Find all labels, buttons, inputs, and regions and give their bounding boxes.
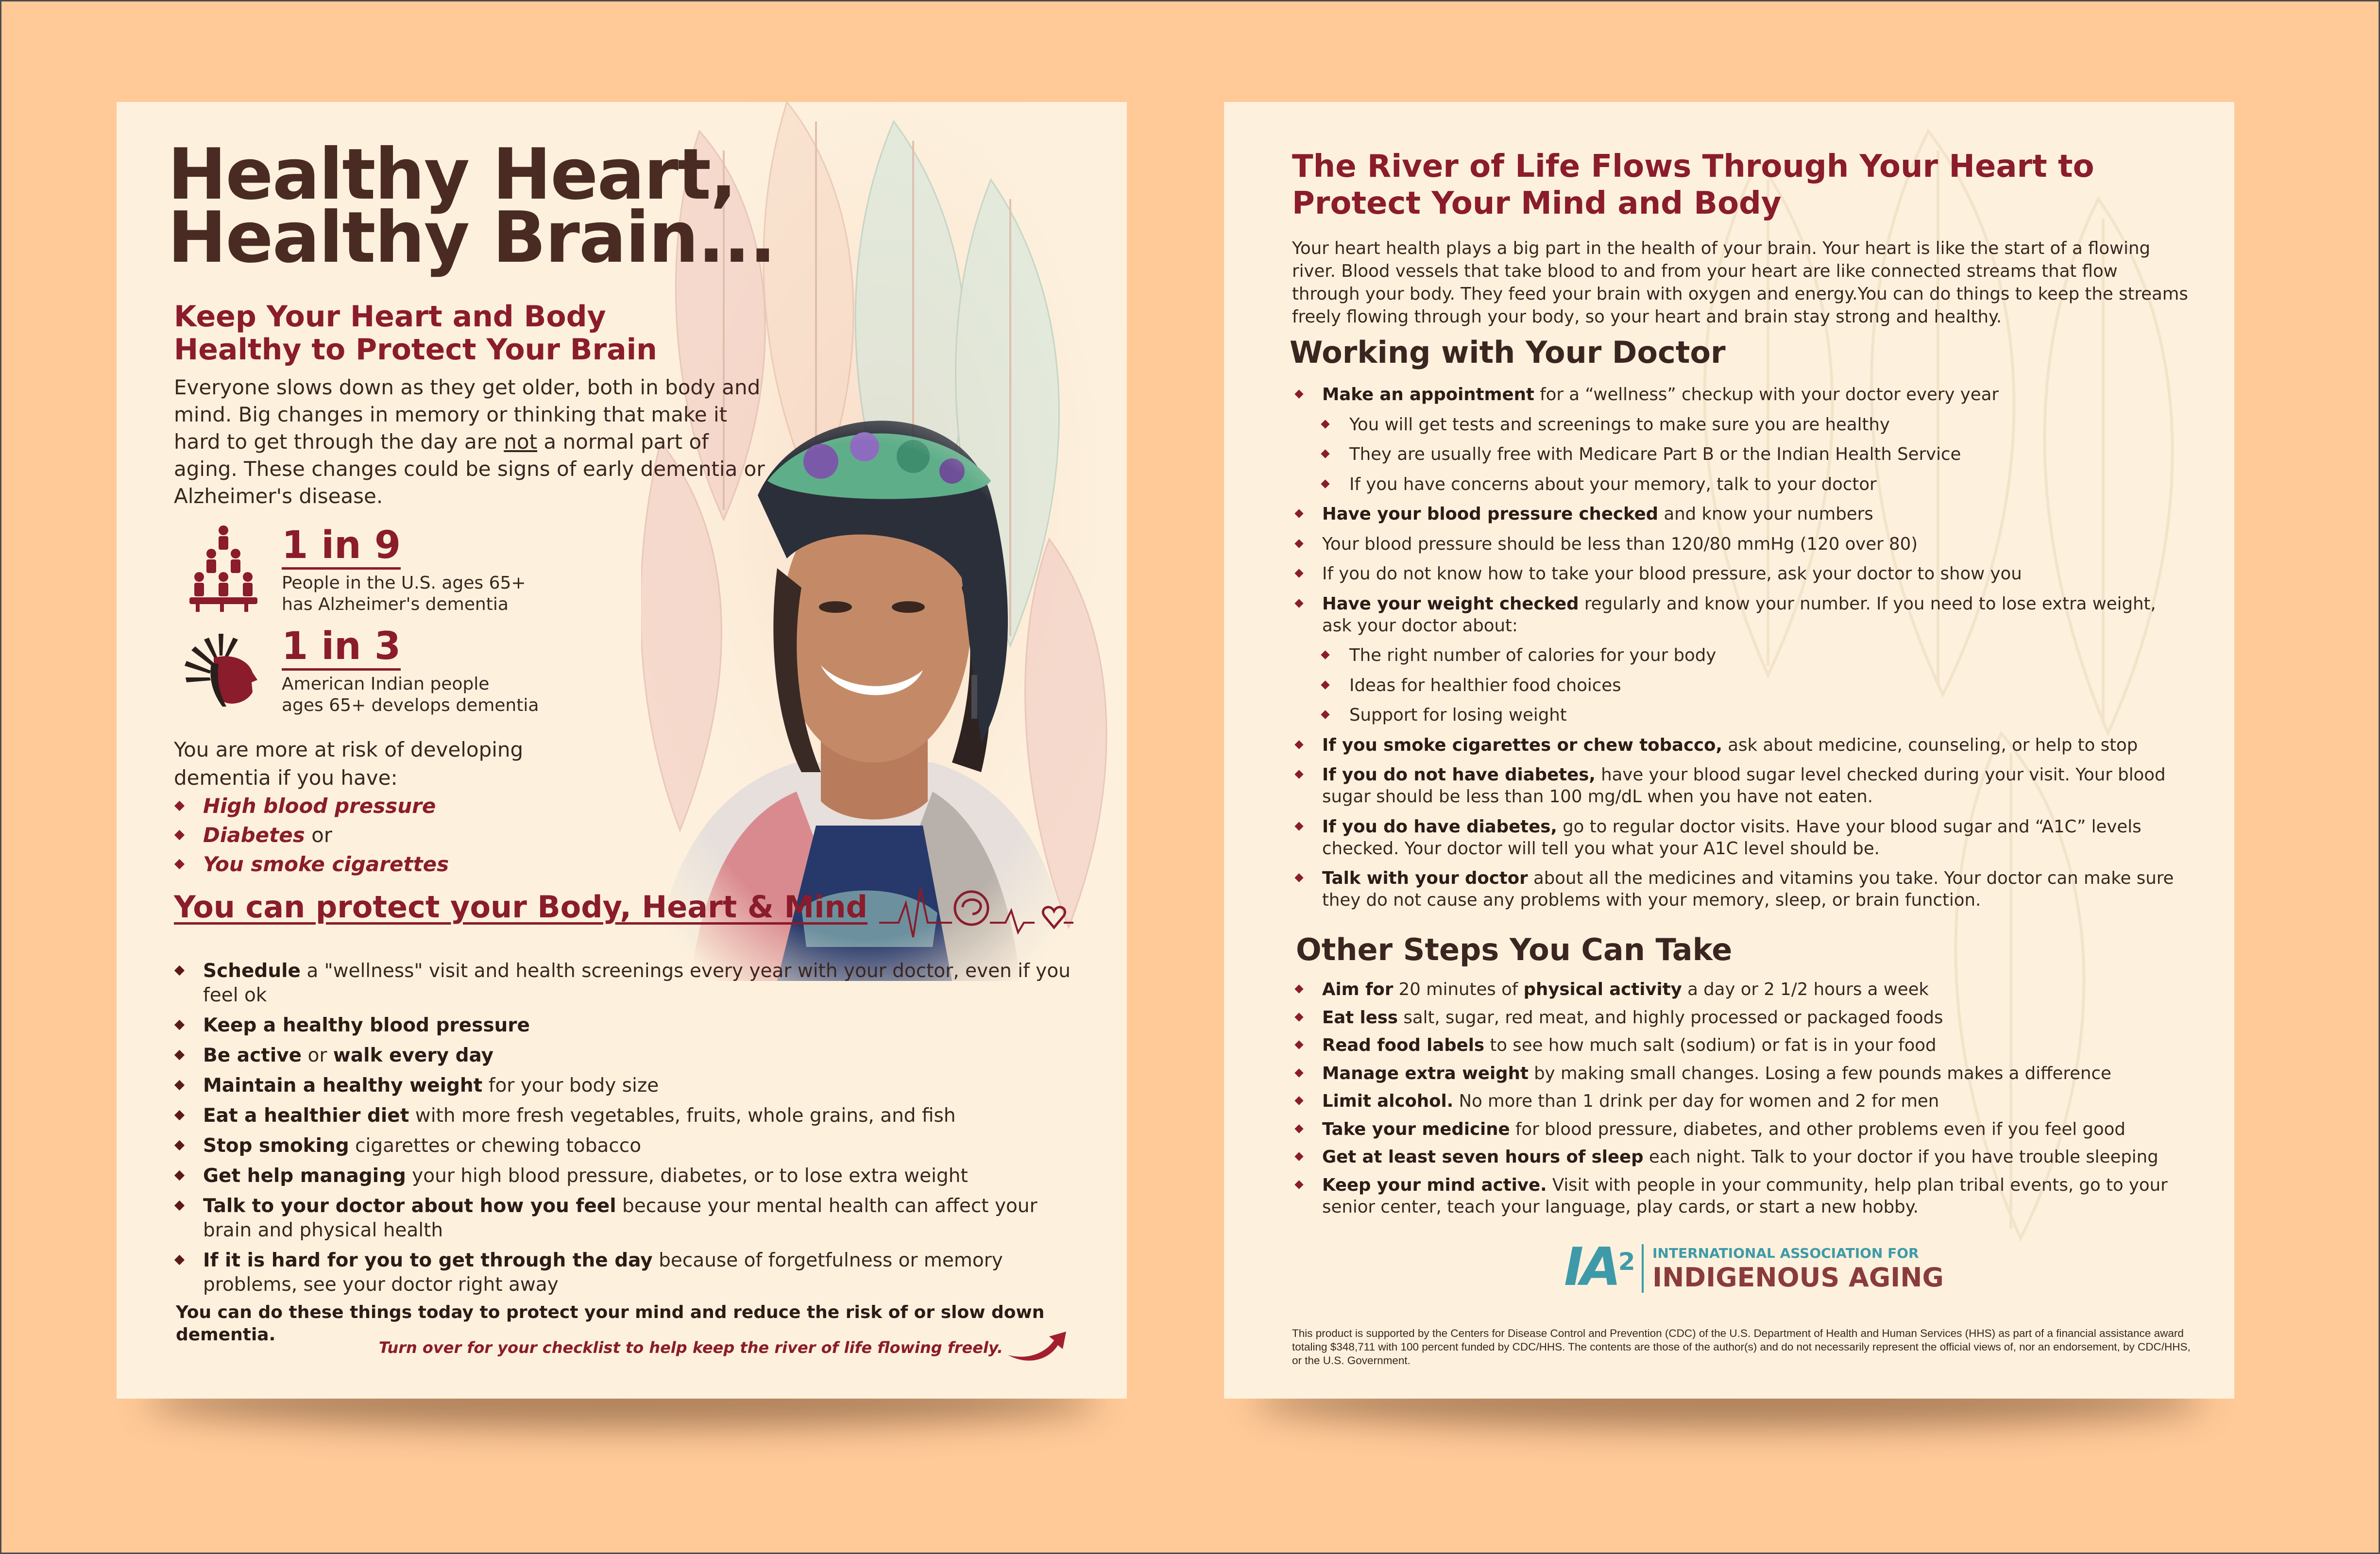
bullet-diamond-icon xyxy=(1294,770,1303,778)
checklist-subitem xyxy=(1292,443,2191,465)
item-text: If you do not know how to take your blood pressure, ask your doctor to show you xyxy=(1322,564,2022,584)
step-item xyxy=(1292,1118,2191,1140)
bullet-diamond-icon xyxy=(1321,680,1329,689)
tip-bold: Keep a healthy blood pressure xyxy=(203,1014,530,1036)
risk-item-text: Diabetes xyxy=(203,823,305,847)
item-text: salt, sugar, red meat, and highly processed or packaged foods xyxy=(1398,1007,1943,1028)
step-item xyxy=(1292,1007,2191,1029)
protect-tips-list xyxy=(174,959,1077,1303)
item-text: have your blood sugar level checked during your visit. Your blood sugar should be less than 100 mg/dL when you have not eaten. xyxy=(1322,765,2166,807)
logo-mark xyxy=(1564,1238,1637,1297)
tip-text: because of forgetfulness or memory problems, see your doctor right away xyxy=(203,1250,1003,1296)
tip-text: a "wellness" visit and health screenings every year with your doctor, even if you feel ok xyxy=(203,960,1071,1006)
item-bold: Make an appointment xyxy=(1322,385,1534,405)
bullet-diamond-icon xyxy=(174,801,185,811)
tip-text: or xyxy=(302,1045,333,1066)
logo-mark-sup: 2 xyxy=(1618,1248,1635,1276)
curved-arrow-icon xyxy=(1005,1326,1069,1365)
risk-item xyxy=(174,821,449,850)
bullet-diamond-icon xyxy=(1294,984,1303,993)
item-bold: If you smoke cigarettes or chew tobacco, xyxy=(1322,735,1722,755)
item-text: No more than 1 drink per day for women and 2 for men xyxy=(1453,1091,1939,1111)
item-bold: If you do not have diabetes, xyxy=(1322,765,1596,785)
ia2-logo xyxy=(1564,1237,1944,1298)
risk-item xyxy=(174,792,449,821)
item-text: 20 minutes of xyxy=(1393,980,1524,999)
item-text: Your blood pressure should be less than 120/80 mmHg (120 over 80) xyxy=(1322,534,1918,554)
bullet-diamond-icon xyxy=(174,1080,185,1090)
other-steps-list xyxy=(1292,979,2191,1224)
risk-factor-list xyxy=(174,792,449,879)
bullet-diamond-icon xyxy=(1294,1013,1303,1021)
tip-bold: Stop smoking xyxy=(203,1135,349,1157)
checklist-item xyxy=(1292,384,2191,405)
risk-item xyxy=(174,850,449,879)
checklist-item xyxy=(1292,563,2191,585)
bullet-diamond-icon xyxy=(174,1020,185,1030)
tip-bold: Eat a healthier diet xyxy=(203,1105,409,1127)
item-text: go to regular doctor visits. Have your blood sugar and “A1C” levels checked. Your doctor will tell you what your A1C level should be. xyxy=(1322,816,2142,859)
stat-alzheimers-us xyxy=(282,524,554,615)
item-bold: Read food labels xyxy=(1322,1035,1485,1055)
item-bold: Manage extra weight xyxy=(1322,1063,1529,1083)
bullet-diamond-icon xyxy=(174,965,185,976)
item-text: You will get tests and screenings to make sure you are healthy xyxy=(1349,414,1890,435)
tip-text: with more fresh vegetables, fruits, whole grains, and fish xyxy=(409,1105,956,1127)
step-item xyxy=(1292,1146,2191,1168)
tip-item xyxy=(174,1074,1077,1098)
checklist-item xyxy=(1292,533,2191,555)
item-text: Ideas for healthier food choices xyxy=(1349,675,1621,695)
bullet-diamond-icon xyxy=(1294,389,1303,398)
bullet-diamond-icon xyxy=(1321,479,1329,488)
bullet-diamond-icon xyxy=(174,1050,185,1060)
item-text: If you have concerns about your memory, talk to your doctor xyxy=(1349,474,1877,494)
item-text: regularly and know your number. If you need to lose extra weight, ask your doctor about: xyxy=(1322,593,2156,636)
item-bold: Keep your mind active. xyxy=(1322,1175,1547,1195)
item-text: Support for losing weight xyxy=(1349,705,1567,725)
stat-2-line-1: American Indian people xyxy=(282,674,490,694)
item-bold: Have your blood pressure checked xyxy=(1322,504,1659,524)
item-text-2: a day or 2 1/2 hours a week xyxy=(1682,980,1929,999)
step-item xyxy=(1292,979,2191,1000)
bullet-diamond-icon xyxy=(174,1255,185,1265)
main-title xyxy=(168,134,799,279)
bullet-diamond-icon xyxy=(1321,449,1329,458)
risk-item-text: You smoke cigarettes xyxy=(203,852,449,876)
item-bold: If you do have diabetes, xyxy=(1322,816,1557,837)
tip-bold-2: walk every day xyxy=(333,1045,494,1066)
bullet-diamond-icon xyxy=(1294,1096,1303,1105)
logo-line-1: INTERNATIONAL ASSOCIATION FOR xyxy=(1652,1245,1919,1261)
item-bold: Have your weight checked xyxy=(1322,593,1579,614)
front-page xyxy=(117,102,1127,1399)
checklist-item xyxy=(1292,816,2191,860)
bullet-diamond-icon xyxy=(1294,599,1303,608)
intro-text-end: a normal part of aging. These changes could be signs of early dementia or Alzheimer's disease. xyxy=(174,430,765,508)
back-page xyxy=(1224,102,2234,1399)
item-text: to see how much salt (sodium) or fat is in your food xyxy=(1484,1035,1937,1055)
item-bold: Talk with your doctor xyxy=(1322,868,1528,888)
tip-text: your high blood pressure, diabetes, or to lose extra weight xyxy=(406,1165,968,1187)
tip-item xyxy=(174,1164,1077,1188)
closing-statement: You can do these things today to protect your mind and reduce the risk of or slow down dementia. xyxy=(176,1302,1045,1345)
item-text: ask about medicine, counseling, or help to stop xyxy=(1722,735,2138,755)
doctor-heading: Working with Your Doctor xyxy=(1290,335,1726,370)
bullet-diamond-icon xyxy=(1294,1152,1303,1161)
item-bold-2: physical activity xyxy=(1523,980,1682,999)
checklist-item xyxy=(1292,593,2191,637)
item-bold: Aim for xyxy=(1322,980,1394,999)
bullet-diamond-icon xyxy=(1294,509,1303,518)
bullet-diamond-icon xyxy=(1294,539,1303,548)
step-item xyxy=(1292,1090,2191,1112)
checklist-item xyxy=(1292,503,2191,525)
tip-text: because your mental health can affect your brain and physical health xyxy=(203,1195,1037,1241)
bullet-diamond-icon xyxy=(174,859,185,869)
stat-2-figure: 1 in 3 xyxy=(282,625,401,671)
tip-bold: If it is hard for you to get through the day xyxy=(203,1250,653,1271)
bullet-diamond-icon xyxy=(1294,569,1303,577)
intro-emphasis-not: not xyxy=(504,430,538,454)
checklist-subitem xyxy=(1292,414,2191,436)
step-item xyxy=(1292,1174,2191,1218)
item-bold: Limit alcohol. xyxy=(1322,1091,1454,1111)
checklist-item xyxy=(1292,764,2191,808)
item-text: They are usually free with Medicare Part B or the Indian Health Service xyxy=(1349,444,1961,464)
intro-text-start: Everyone slows down as they get older, both in body and mind. Big changes in memory or thinking that make it hard to get through the day are xyxy=(174,375,761,454)
back-page-title: The River of Life Flows Through Your Heart to Protect Your Mind and Body xyxy=(1292,149,2094,221)
bullet-diamond-icon xyxy=(174,1110,185,1120)
logo-line-2: INDIGENOUS AGING xyxy=(1652,1262,1944,1293)
tip-item xyxy=(174,1044,1077,1068)
risk-item-text: High blood pressure xyxy=(203,794,436,818)
tip-item xyxy=(174,1249,1077,1297)
bullet-diamond-icon xyxy=(1294,1180,1303,1189)
tip-bold: Get help managing xyxy=(203,1165,406,1187)
checklist-item xyxy=(1292,734,2191,756)
protect-heading: You can protect your Body, Heart & Mind xyxy=(174,889,868,925)
headdress-profile-icon xyxy=(180,629,262,711)
bullet-diamond-icon xyxy=(174,830,185,840)
back-page-intro: Your heart health plays a big part in the health of your brain. Your heart is like the start of a flowing river. Blood vessels that take blood to and from your heart are like connected streams that flow through your body. They feed your brain with oxygen and energy.You can do things to keep the streams freely flowing through your body, so your heart and brain stay strong and healthy. xyxy=(1292,238,2188,327)
funding-disclaimer: This product is supported by the Centers for Disease Control and Prevention (CDC) of the U.S. Department of Health and Human Services (HHS) as part of a financial assistance award totaling $348,711 with 100 percent funded by CDC/HHS. The contents are those of the author(s) and do not necessarily represent the official views of, nor an endorsement, by CDC/HHS, or the U.S. Government. xyxy=(1292,1327,2191,1367)
stat-1-figure: 1 in 9 xyxy=(282,524,401,570)
tip-bold: Maintain a healthy weight xyxy=(203,1075,483,1097)
section-subheading: Keep Your Heart and Body Healthy to Protect Your Brain xyxy=(174,300,657,367)
item-text: each night. Talk to your doctor if you have trouble sleeping xyxy=(1643,1147,2159,1167)
bullet-diamond-icon xyxy=(1294,873,1303,882)
bullet-diamond-icon xyxy=(1294,740,1303,749)
bullet-diamond-icon xyxy=(1294,1040,1303,1049)
tip-bold: Schedule xyxy=(203,960,301,982)
bullet-diamond-icon xyxy=(1294,1068,1303,1077)
item-bold: Eat less xyxy=(1322,1007,1398,1028)
bullet-diamond-icon xyxy=(1321,650,1329,659)
bullet-diamond-icon xyxy=(174,1140,185,1150)
bullet-diamond-icon xyxy=(174,1170,185,1181)
item-text: The right number of calories for your body xyxy=(1349,645,1717,665)
item-bold: Take your medicine xyxy=(1322,1119,1510,1139)
title-line-1: Healthy Heart, xyxy=(168,134,736,216)
intro-paragraph xyxy=(174,374,766,510)
bullet-diamond-icon xyxy=(1321,710,1329,719)
tip-text: for your body size xyxy=(482,1075,659,1097)
bullet-diamond-icon xyxy=(1294,1124,1303,1133)
doctor-checklist xyxy=(1292,384,2191,919)
bullet-diamond-icon xyxy=(1321,420,1329,428)
logo-mark-text: IA xyxy=(1564,1237,1618,1298)
stat-1-line-2: has Alzheimer's dementia xyxy=(282,594,509,614)
item-text: by making small changes. Losing a few pounds makes a difference xyxy=(1528,1063,2111,1083)
checklist-item xyxy=(1292,867,2191,911)
stat-2-line-2: ages 65+ develops dementia xyxy=(282,695,539,715)
checklist-subitem xyxy=(1292,675,2191,696)
stat-2-description xyxy=(282,674,554,716)
logo-divider xyxy=(1642,1244,1644,1293)
tip-item xyxy=(174,959,1077,1008)
item-text: and know your numbers xyxy=(1658,504,1873,524)
tip-item xyxy=(174,1194,1077,1243)
heartbeat-brain-heart-icon xyxy=(879,869,1073,942)
people-pyramid-icon xyxy=(182,524,265,612)
item-text: about all the medicines and vitamins you take. Your doctor can make sure they do not cause any problems with your memory, sleep, or brain function. xyxy=(1322,868,2174,910)
other-steps-heading: Other Steps You Can Take xyxy=(1296,932,1733,967)
step-item xyxy=(1292,1034,2191,1056)
bullet-diamond-icon xyxy=(1294,822,1303,830)
tip-item xyxy=(174,1134,1077,1158)
item-bold: Get at least seven hours of sleep xyxy=(1322,1147,1644,1167)
tip-item xyxy=(174,1013,1077,1038)
item-text: Visit with people in your community, help plan tribal events, go to your senior center, teach your language, play cards, or start a new hobby. xyxy=(1322,1175,2168,1217)
stat-1-description xyxy=(282,573,554,615)
tip-item xyxy=(174,1104,1077,1128)
title-line-2: Healthy Brain... xyxy=(168,197,775,279)
risk-item-suffix: or xyxy=(305,823,333,847)
tip-text: cigarettes or chewing tobacco xyxy=(349,1135,642,1157)
checklist-subitem xyxy=(1292,473,2191,495)
turn-over-note: Turn over for your checklist to help keep the river of life flowing freely. xyxy=(378,1338,1003,1357)
tip-bold: Be active xyxy=(203,1045,302,1066)
stat-american-indian-dementia xyxy=(282,625,554,716)
bullet-diamond-icon xyxy=(174,1200,185,1211)
stat-1-line-1: People in the U.S. ages 65+ xyxy=(282,573,526,593)
item-text: for blood pressure, diabetes, and other problems even if you feel good xyxy=(1510,1119,2125,1139)
risk-intro-text: You are more at risk of developing dementia if you have: xyxy=(174,738,524,790)
item-text: for a “wellness” checkup with your doctor every year xyxy=(1534,385,1999,405)
step-item xyxy=(1292,1063,2191,1084)
checklist-subitem xyxy=(1292,704,2191,726)
tip-bold: Talk to your doctor about how you feel xyxy=(203,1195,616,1217)
checklist-subitem xyxy=(1292,644,2191,666)
